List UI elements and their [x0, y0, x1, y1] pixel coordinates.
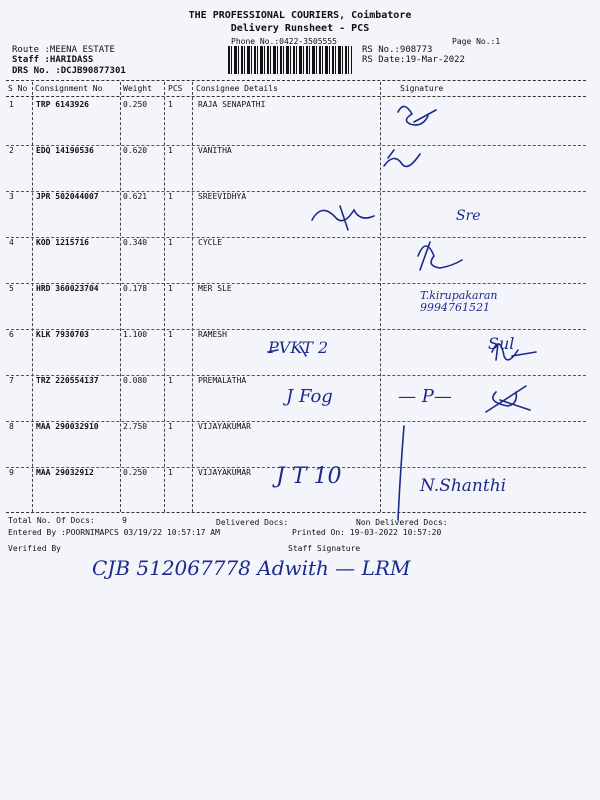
handwritten-note-row9-sign: N.Shanthi — [420, 476, 507, 496]
col-header-signature: Signature — [400, 84, 444, 93]
cell-sno: 2 — [9, 146, 14, 155]
handwritten-note-row6-sign: Sul — [488, 334, 515, 353]
cell-pcs: 1 — [168, 192, 173, 201]
drs-number: DRS No. :DCJB90877301 — [12, 66, 126, 76]
col-header-sno: S No — [8, 84, 28, 93]
cell-sno: 5 — [9, 284, 14, 293]
entered-by: Entered By :POORNIMAPCS 03/19/22 10:57:17 AM — [8, 528, 220, 537]
cell-consignee: PREMALATHA — [198, 376, 247, 385]
cell-consignment: TRP 6143926 — [36, 100, 89, 109]
total-docs-label: Total No. Of Docs: — [8, 516, 95, 525]
cell-sno: 6 — [9, 330, 14, 339]
cell-pcs: 1 — [168, 146, 173, 155]
cell-consignee: VANITHA — [198, 146, 232, 155]
table-row — [0, 422, 600, 468]
table-row — [0, 238, 600, 284]
cell-weight: 0.340 — [123, 238, 148, 247]
col-header-consignee: Consignee Details — [196, 84, 278, 93]
document-title: Delivery Runsheet - PCS — [230, 23, 370, 34]
table-row — [0, 192, 600, 238]
table-row — [0, 100, 600, 146]
handwritten-note-row9: J T 10 — [276, 464, 342, 489]
cell-pcs: 1 — [168, 376, 173, 385]
handwritten-note-row6: PVKT 2 — [268, 338, 329, 357]
cell-consignee: RAJA SENAPATHI — [198, 100, 266, 109]
handwritten-bottom-signature: CJB 512067778 Adwith — LRM — [92, 556, 411, 580]
total-docs-value: 9 — [122, 516, 127, 525]
cell-sno: 9 — [9, 468, 14, 477]
delivered-docs: Delivered Docs: — [216, 518, 289, 527]
handwritten-note-row3: Sre — [456, 208, 481, 224]
cell-weight: 0.178 — [123, 284, 148, 293]
cell-sno: 3 — [9, 192, 14, 201]
col-header-consignment: Consignment No — [35, 84, 103, 93]
company-name: THE PROFESSIONAL COURIERS, Coimbatore — [188, 10, 412, 21]
cell-consignment: MAA 29032912 — [36, 468, 94, 477]
cell-pcs: 1 — [168, 284, 173, 293]
cell-consignment: MAA 290032910 — [36, 422, 99, 431]
cell-pcs: 1 — [168, 238, 173, 247]
staff: Staff :HARIDASS — [12, 55, 94, 65]
page-number: Page No.:1 — [452, 37, 501, 46]
phone-number: Phone No.:0422-3505555 — [231, 37, 337, 46]
handwritten-note-row7-sign: — P— — [398, 386, 452, 407]
cell-weight: 0.620 — [123, 146, 148, 155]
rs-date: RS Date:19-Mar-2022 — [362, 55, 465, 65]
cell-weight: 0.250 — [123, 100, 148, 109]
cell-pcs: 1 — [168, 100, 173, 109]
cell-weight: 0.621 — [123, 192, 148, 201]
cell-sno: 1 — [9, 100, 14, 109]
staff-signature-label: Staff Signature — [288, 544, 361, 553]
cell-weight: 0.250 — [123, 468, 148, 477]
cell-sno: 4 — [9, 238, 14, 247]
cell-consignee: CYCLE — [198, 238, 223, 247]
cell-consignment: KLK 7930703 — [36, 330, 89, 339]
col-header-pcs: PCS — [168, 84, 183, 93]
table-header-rule — [6, 96, 586, 97]
cell-pcs: 1 — [168, 468, 173, 477]
cell-consignment: EDQ 14190536 — [36, 146, 94, 155]
cell-pcs: 1 — [168, 330, 173, 339]
cell-pcs: 1 — [168, 422, 173, 431]
cell-weight: 2.750 — [123, 422, 148, 431]
col-header-weight: Weight — [123, 84, 152, 93]
cell-consignee: VIJAYAKUMAR — [198, 422, 251, 431]
cell-consignment: KOD 1215716 — [36, 238, 89, 247]
rs-number: RS No.:908773 — [362, 45, 433, 55]
cell-consignee: SREEVIDHYA — [198, 192, 247, 201]
handwritten-note-row7: J Fog — [286, 386, 333, 407]
cell-consignee: RAMESH — [198, 330, 227, 339]
cell-weight: 1.100 — [123, 330, 148, 339]
table-row — [0, 146, 600, 192]
cell-consignment: TRZ 220554137 — [36, 376, 99, 385]
barcode — [228, 46, 352, 74]
handwritten-note-row5: T.kirupakaran 9994761521 — [420, 289, 498, 314]
printed-on: Printed On: 19-03-2022 10:57:20 — [292, 528, 442, 537]
cell-consignment: JPR 502044007 — [36, 192, 99, 201]
table-bottom-rule — [6, 512, 586, 513]
cell-consignee: VIJAYAKUMAR — [198, 468, 251, 477]
cell-consignee: MER SLE — [198, 284, 232, 293]
non-delivered-docs: Non Delivered Docs: — [356, 518, 448, 527]
route: Route :MEENA ESTATE — [12, 45, 115, 55]
verified-by-label: Verified By — [8, 544, 61, 553]
cell-sno: 8 — [9, 422, 14, 431]
cell-consignment: HRD 360023704 — [36, 284, 99, 293]
cell-sno: 7 — [9, 376, 14, 385]
table-top-rule — [6, 80, 586, 81]
cell-weight: 0.080 — [123, 376, 148, 385]
